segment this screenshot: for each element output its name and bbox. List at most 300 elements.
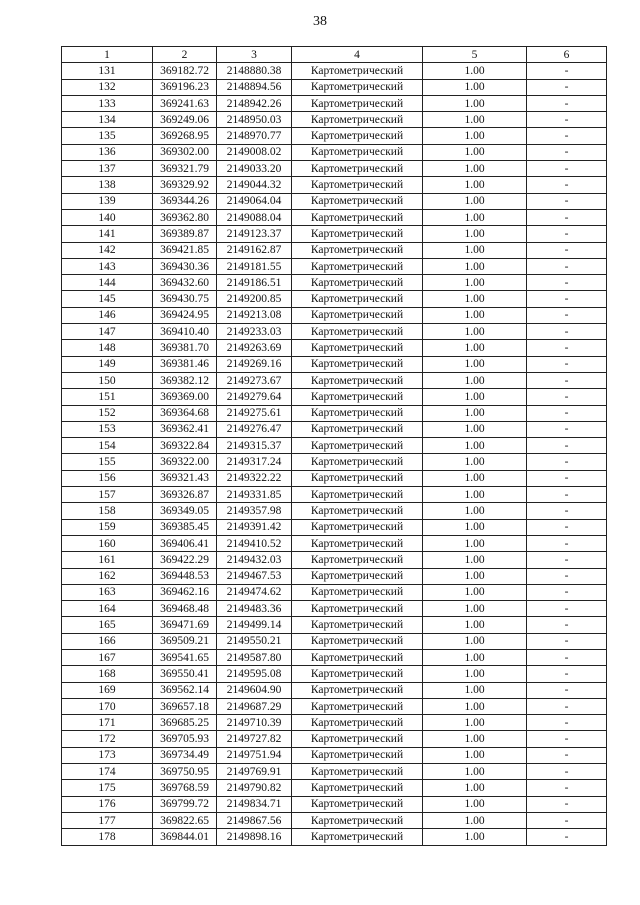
- x-coordinate-cell: 369541.65: [153, 649, 217, 665]
- note-cell: -: [527, 209, 607, 225]
- table-row: [62, 324, 607, 340]
- note-cell: -: [527, 487, 607, 503]
- table-row: [62, 63, 607, 79]
- method-cell: Картометрический: [292, 731, 423, 747]
- note-cell: -: [527, 389, 607, 405]
- table-row: [62, 79, 607, 95]
- table-row: [62, 161, 607, 177]
- y-coordinate-cell: 2149123.37: [217, 226, 292, 242]
- method-cell: Картометрический: [292, 698, 423, 714]
- x-coordinate-cell: 369362.80: [153, 209, 217, 225]
- point-number-cell: 164: [62, 601, 153, 617]
- accuracy-cell: 1.00: [423, 324, 527, 340]
- method-cell: Картометрический: [292, 291, 423, 307]
- note-cell: -: [527, 633, 607, 649]
- table-row: [62, 552, 607, 568]
- y-coordinate-cell: 2149200.85: [217, 291, 292, 307]
- accuracy-cell: 1.00: [423, 796, 527, 812]
- table-row: [62, 519, 607, 535]
- accuracy-cell: 1.00: [423, 649, 527, 665]
- method-cell: Картометрический: [292, 601, 423, 617]
- x-coordinate-cell: 369389.87: [153, 226, 217, 242]
- point-number-cell: 159: [62, 519, 153, 535]
- method-cell: Картометрический: [292, 438, 423, 454]
- x-coordinate-cell: 369657.18: [153, 698, 217, 714]
- note-cell: -: [527, 63, 607, 79]
- table-header: [62, 47, 607, 63]
- y-coordinate-cell: 2149275.61: [217, 405, 292, 421]
- point-number-cell: 134: [62, 112, 153, 128]
- point-number-cell: 170: [62, 698, 153, 714]
- point-number-cell: 131: [62, 63, 153, 79]
- accuracy-cell: 1.00: [423, 829, 527, 845]
- method-cell: Картометрический: [292, 764, 423, 780]
- point-number-cell: 139: [62, 193, 153, 209]
- column-header: 3: [217, 47, 292, 63]
- method-cell: Картометрический: [292, 405, 423, 421]
- note-cell: -: [527, 438, 607, 454]
- x-coordinate-cell: 369182.72: [153, 63, 217, 79]
- x-coordinate-cell: 369432.60: [153, 275, 217, 291]
- accuracy-cell: 1.00: [423, 601, 527, 617]
- note-cell: -: [527, 421, 607, 437]
- x-coordinate-cell: 369509.21: [153, 633, 217, 649]
- x-coordinate-cell: 369430.75: [153, 291, 217, 307]
- note-cell: -: [527, 112, 607, 128]
- y-coordinate-cell: 2149008.02: [217, 144, 292, 160]
- y-coordinate-cell: 2149769.91: [217, 764, 292, 780]
- y-coordinate-cell: 2149474.62: [217, 584, 292, 600]
- method-cell: Картометрический: [292, 454, 423, 470]
- accuracy-cell: 1.00: [423, 161, 527, 177]
- method-cell: Картометрический: [292, 682, 423, 698]
- y-coordinate-cell: 2149269.16: [217, 356, 292, 372]
- x-coordinate-cell: 369822.65: [153, 812, 217, 828]
- table-row: [62, 487, 607, 503]
- accuracy-cell: 1.00: [423, 633, 527, 649]
- note-cell: -: [527, 731, 607, 747]
- y-coordinate-cell: 2149263.69: [217, 340, 292, 356]
- table-row: [62, 226, 607, 242]
- note-cell: -: [527, 454, 607, 470]
- x-coordinate-cell: 369382.12: [153, 372, 217, 388]
- accuracy-cell: 1.00: [423, 177, 527, 193]
- method-cell: Картометрический: [292, 470, 423, 486]
- accuracy-cell: 1.00: [423, 95, 527, 111]
- y-coordinate-cell: 2148950.03: [217, 112, 292, 128]
- accuracy-cell: 1.00: [423, 487, 527, 503]
- point-number-cell: 165: [62, 617, 153, 633]
- accuracy-cell: 1.00: [423, 535, 527, 551]
- point-number-cell: 133: [62, 95, 153, 111]
- column-header: 4: [292, 47, 423, 63]
- note-cell: -: [527, 226, 607, 242]
- point-number-cell: 178: [62, 829, 153, 845]
- table-row: [62, 747, 607, 763]
- point-number-cell: 135: [62, 128, 153, 144]
- note-cell: -: [527, 649, 607, 665]
- note-cell: -: [527, 291, 607, 307]
- point-number-cell: 169: [62, 682, 153, 698]
- table-row: [62, 405, 607, 421]
- table-body: [62, 63, 607, 845]
- table-row: [62, 438, 607, 454]
- table-row: [62, 177, 607, 193]
- accuracy-cell: 1.00: [423, 584, 527, 600]
- x-coordinate-cell: 369329.92: [153, 177, 217, 193]
- x-coordinate-cell: 369430.36: [153, 258, 217, 274]
- table-row: [62, 535, 607, 551]
- note-cell: -: [527, 144, 607, 160]
- y-coordinate-cell: 2149233.03: [217, 324, 292, 340]
- method-cell: Картометрический: [292, 780, 423, 796]
- column-header: 6: [527, 47, 607, 63]
- method-cell: Картометрический: [292, 79, 423, 95]
- x-coordinate-cell: 369448.53: [153, 568, 217, 584]
- accuracy-cell: 1.00: [423, 242, 527, 258]
- method-cell: Картометрический: [292, 242, 423, 258]
- method-cell: Картометрический: [292, 487, 423, 503]
- note-cell: -: [527, 307, 607, 323]
- table-row: [62, 193, 607, 209]
- y-coordinate-cell: 2149410.52: [217, 535, 292, 551]
- method-cell: Картометрический: [292, 258, 423, 274]
- note-cell: -: [527, 796, 607, 812]
- method-cell: Картометрический: [292, 829, 423, 845]
- point-number-cell: 157: [62, 487, 153, 503]
- point-number-cell: 163: [62, 584, 153, 600]
- note-cell: -: [527, 666, 607, 682]
- point-number-cell: 144: [62, 275, 153, 291]
- y-coordinate-cell: 2149044.32: [217, 177, 292, 193]
- y-coordinate-cell: 2149279.64: [217, 389, 292, 405]
- y-coordinate-cell: 2149467.53: [217, 568, 292, 584]
- method-cell: Картометрический: [292, 161, 423, 177]
- point-number-cell: 167: [62, 649, 153, 665]
- method-cell: Картометрический: [292, 747, 423, 763]
- accuracy-cell: 1.00: [423, 193, 527, 209]
- method-cell: Картометрический: [292, 584, 423, 600]
- accuracy-cell: 1.00: [423, 275, 527, 291]
- note-cell: -: [527, 764, 607, 780]
- note-cell: -: [527, 340, 607, 356]
- accuracy-cell: 1.00: [423, 438, 527, 454]
- accuracy-cell: 1.00: [423, 747, 527, 763]
- accuracy-cell: 1.00: [423, 405, 527, 421]
- method-cell: Картометрический: [292, 63, 423, 79]
- method-cell: Картометрический: [292, 715, 423, 731]
- table-row: [62, 649, 607, 665]
- table-row: [62, 584, 607, 600]
- y-coordinate-cell: 2148894.56: [217, 79, 292, 95]
- accuracy-cell: 1.00: [423, 470, 527, 486]
- method-cell: Картометрический: [292, 633, 423, 649]
- method-cell: Картометрический: [292, 372, 423, 388]
- note-cell: -: [527, 161, 607, 177]
- note-cell: -: [527, 95, 607, 111]
- accuracy-cell: 1.00: [423, 307, 527, 323]
- point-number-cell: 173: [62, 747, 153, 763]
- point-number-cell: 156: [62, 470, 153, 486]
- note-cell: -: [527, 470, 607, 486]
- x-coordinate-cell: 369705.93: [153, 731, 217, 747]
- note-cell: -: [527, 535, 607, 551]
- note-cell: -: [527, 324, 607, 340]
- method-cell: Картометрический: [292, 666, 423, 682]
- method-cell: Картометрический: [292, 177, 423, 193]
- method-cell: Картометрический: [292, 275, 423, 291]
- method-cell: Картометрический: [292, 112, 423, 128]
- table-row: [62, 95, 607, 111]
- table-row: [62, 144, 607, 160]
- point-number-cell: 146: [62, 307, 153, 323]
- method-cell: Картометрический: [292, 649, 423, 665]
- point-number-cell: 158: [62, 503, 153, 519]
- y-coordinate-cell: 2149391.42: [217, 519, 292, 535]
- note-cell: -: [527, 617, 607, 633]
- y-coordinate-cell: 2148942.26: [217, 95, 292, 111]
- x-coordinate-cell: 369410.40: [153, 324, 217, 340]
- point-number-cell: 162: [62, 568, 153, 584]
- y-coordinate-cell: 2149898.16: [217, 829, 292, 845]
- method-cell: Картометрический: [292, 307, 423, 323]
- accuracy-cell: 1.00: [423, 340, 527, 356]
- header-row: [62, 47, 607, 63]
- accuracy-cell: 1.00: [423, 356, 527, 372]
- x-coordinate-cell: 369241.63: [153, 95, 217, 111]
- x-coordinate-cell: 369385.45: [153, 519, 217, 535]
- y-coordinate-cell: 2149751.94: [217, 747, 292, 763]
- accuracy-cell: 1.00: [423, 812, 527, 828]
- y-coordinate-cell: 2148880.38: [217, 63, 292, 79]
- x-coordinate-cell: 369322.84: [153, 438, 217, 454]
- method-cell: Картометрический: [292, 226, 423, 242]
- table-row: [62, 258, 607, 274]
- x-coordinate-cell: 369562.14: [153, 682, 217, 698]
- y-coordinate-cell: 2149181.55: [217, 258, 292, 274]
- point-number-cell: 136: [62, 144, 153, 160]
- table-row: [62, 666, 607, 682]
- accuracy-cell: 1.00: [423, 503, 527, 519]
- y-coordinate-cell: 2149186.51: [217, 275, 292, 291]
- point-number-cell: 151: [62, 389, 153, 405]
- method-cell: Картометрический: [292, 617, 423, 633]
- note-cell: -: [527, 503, 607, 519]
- table-row: [62, 601, 607, 617]
- x-coordinate-cell: 369734.49: [153, 747, 217, 763]
- y-coordinate-cell: 2148970.77: [217, 128, 292, 144]
- x-coordinate-cell: 369799.72: [153, 796, 217, 812]
- x-coordinate-cell: 369844.01: [153, 829, 217, 845]
- column-header: 5: [423, 47, 527, 63]
- y-coordinate-cell: 2149483.36: [217, 601, 292, 617]
- accuracy-cell: 1.00: [423, 731, 527, 747]
- point-number-cell: 154: [62, 438, 153, 454]
- method-cell: Картометрический: [292, 421, 423, 437]
- point-number-cell: 160: [62, 535, 153, 551]
- note-cell: -: [527, 372, 607, 388]
- x-coordinate-cell: 369302.00: [153, 144, 217, 160]
- point-number-cell: 172: [62, 731, 153, 747]
- y-coordinate-cell: 2149867.56: [217, 812, 292, 828]
- x-coordinate-cell: 369750.95: [153, 764, 217, 780]
- point-number-cell: 143: [62, 258, 153, 274]
- table-row: [62, 829, 607, 845]
- accuracy-cell: 1.00: [423, 780, 527, 796]
- method-cell: Картометрический: [292, 552, 423, 568]
- table-row: [62, 307, 607, 323]
- point-number-cell: 174: [62, 764, 153, 780]
- note-cell: -: [527, 193, 607, 209]
- accuracy-cell: 1.00: [423, 698, 527, 714]
- note-cell: -: [527, 584, 607, 600]
- table-row: [62, 291, 607, 307]
- point-number-cell: 147: [62, 324, 153, 340]
- accuracy-cell: 1.00: [423, 519, 527, 535]
- table-row: [62, 633, 607, 649]
- point-number-cell: 132: [62, 79, 153, 95]
- note-cell: -: [527, 275, 607, 291]
- y-coordinate-cell: 2149273.67: [217, 372, 292, 388]
- method-cell: Картометрический: [292, 193, 423, 209]
- y-coordinate-cell: 2149276.47: [217, 421, 292, 437]
- note-cell: -: [527, 812, 607, 828]
- point-number-cell: 137: [62, 161, 153, 177]
- x-coordinate-cell: 369349.05: [153, 503, 217, 519]
- point-number-cell: 142: [62, 242, 153, 258]
- accuracy-cell: 1.00: [423, 372, 527, 388]
- x-coordinate-cell: 369344.26: [153, 193, 217, 209]
- method-cell: Картометрический: [292, 324, 423, 340]
- column-header: 1: [62, 47, 153, 63]
- table-row: [62, 780, 607, 796]
- note-cell: -: [527, 715, 607, 731]
- accuracy-cell: 1.00: [423, 209, 527, 225]
- method-cell: Картометрический: [292, 568, 423, 584]
- table-row: [62, 112, 607, 128]
- accuracy-cell: 1.00: [423, 128, 527, 144]
- point-number-cell: 149: [62, 356, 153, 372]
- table-row: [62, 242, 607, 258]
- table-row: [62, 209, 607, 225]
- accuracy-cell: 1.00: [423, 682, 527, 698]
- accuracy-cell: 1.00: [423, 226, 527, 242]
- table-row: [62, 128, 607, 144]
- y-coordinate-cell: 2149162.87: [217, 242, 292, 258]
- y-coordinate-cell: 2149727.82: [217, 731, 292, 747]
- x-coordinate-cell: 369468.48: [153, 601, 217, 617]
- accuracy-cell: 1.00: [423, 454, 527, 470]
- point-number-cell: 155: [62, 454, 153, 470]
- y-coordinate-cell: 2149687.29: [217, 698, 292, 714]
- table-row: [62, 764, 607, 780]
- note-cell: -: [527, 552, 607, 568]
- x-coordinate-cell: 369326.87: [153, 487, 217, 503]
- y-coordinate-cell: 2149213.08: [217, 307, 292, 323]
- note-cell: -: [527, 747, 607, 763]
- table-row: [62, 356, 607, 372]
- table-row: [62, 796, 607, 812]
- table-row: [62, 389, 607, 405]
- table-row: [62, 454, 607, 470]
- x-coordinate-cell: 369369.00: [153, 389, 217, 405]
- accuracy-cell: 1.00: [423, 112, 527, 128]
- x-coordinate-cell: 369321.79: [153, 161, 217, 177]
- point-number-cell: 175: [62, 780, 153, 796]
- accuracy-cell: 1.00: [423, 79, 527, 95]
- point-number-cell: 177: [62, 812, 153, 828]
- y-coordinate-cell: 2149432.03: [217, 552, 292, 568]
- note-cell: -: [527, 698, 607, 714]
- accuracy-cell: 1.00: [423, 291, 527, 307]
- note-cell: -: [527, 568, 607, 584]
- accuracy-cell: 1.00: [423, 552, 527, 568]
- note-cell: -: [527, 682, 607, 698]
- point-number-cell: 145: [62, 291, 153, 307]
- method-cell: Картометрический: [292, 95, 423, 111]
- note-cell: -: [527, 601, 607, 617]
- method-cell: Картометрический: [292, 340, 423, 356]
- x-coordinate-cell: 369249.06: [153, 112, 217, 128]
- x-coordinate-cell: 369321.43: [153, 470, 217, 486]
- method-cell: Картометрический: [292, 209, 423, 225]
- x-coordinate-cell: 369424.95: [153, 307, 217, 323]
- x-coordinate-cell: 369685.25: [153, 715, 217, 731]
- x-coordinate-cell: 369268.95: [153, 128, 217, 144]
- y-coordinate-cell: 2149033.20: [217, 161, 292, 177]
- method-cell: Картометрический: [292, 144, 423, 160]
- y-coordinate-cell: 2149315.37: [217, 438, 292, 454]
- table-row: [62, 698, 607, 714]
- x-coordinate-cell: 369421.85: [153, 242, 217, 258]
- table-row: [62, 731, 607, 747]
- method-cell: Картометрический: [292, 519, 423, 535]
- table-row: [62, 421, 607, 437]
- accuracy-cell: 1.00: [423, 764, 527, 780]
- table-row: [62, 715, 607, 731]
- note-cell: -: [527, 128, 607, 144]
- table-row: [62, 275, 607, 291]
- method-cell: Картометрический: [292, 535, 423, 551]
- accuracy-cell: 1.00: [423, 715, 527, 731]
- y-coordinate-cell: 2149595.08: [217, 666, 292, 682]
- y-coordinate-cell: 2149357.98: [217, 503, 292, 519]
- y-coordinate-cell: 2149331.85: [217, 487, 292, 503]
- y-coordinate-cell: 2149587.80: [217, 649, 292, 665]
- method-cell: Картометрический: [292, 389, 423, 405]
- point-number-cell: 176: [62, 796, 153, 812]
- x-coordinate-cell: 369322.00: [153, 454, 217, 470]
- accuracy-cell: 1.00: [423, 617, 527, 633]
- table-row: [62, 617, 607, 633]
- note-cell: -: [527, 405, 607, 421]
- table-row: [62, 682, 607, 698]
- x-coordinate-cell: 369471.69: [153, 617, 217, 633]
- method-cell: Картометрический: [292, 356, 423, 372]
- point-number-cell: 168: [62, 666, 153, 682]
- x-coordinate-cell: 369550.41: [153, 666, 217, 682]
- point-number-cell: 138: [62, 177, 153, 193]
- x-coordinate-cell: 369362.41: [153, 421, 217, 437]
- note-cell: -: [527, 258, 607, 274]
- y-coordinate-cell: 2149499.14: [217, 617, 292, 633]
- x-coordinate-cell: 369364.68: [153, 405, 217, 421]
- point-number-cell: 140: [62, 209, 153, 225]
- table-row: [62, 340, 607, 356]
- point-number-cell: 153: [62, 421, 153, 437]
- note-cell: -: [527, 177, 607, 193]
- point-number-cell: 141: [62, 226, 153, 242]
